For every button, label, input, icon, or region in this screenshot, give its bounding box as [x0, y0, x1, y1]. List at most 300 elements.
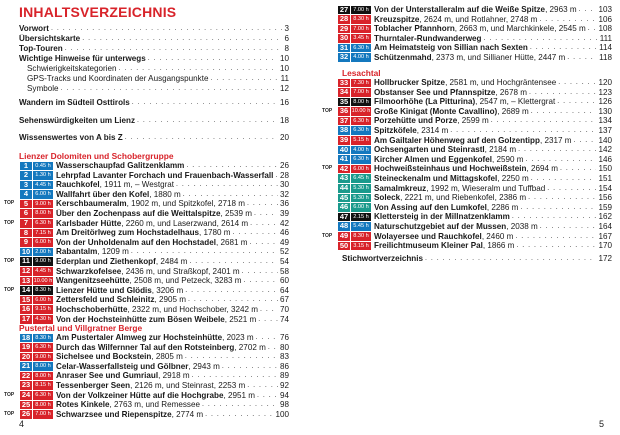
- tour-duration-badge: 7.15 h: [33, 229, 53, 238]
- tour-entry[interactable]: [322, 193, 612, 203]
- tour-page: 156: [598, 193, 612, 203]
- leader-dots: [82, 34, 282, 44]
- tour-title: Über den Zochenpass auf die Weittalspitze, 2539 m: [56, 208, 252, 218]
- toc-entry[interactable]: [19, 34, 289, 44]
- tour-title: Durch das Wilfernner Tal auf den Rotsteinberg, 2702 m: [56, 342, 266, 352]
- tour-page: 28: [279, 170, 289, 180]
- top-tour-badge: TOP: [4, 410, 15, 417]
- tour-number-badge: 37: [339, 116, 349, 125]
- tour-title: Rotes Kinkele, 2763 m, und Remessee: [56, 400, 200, 410]
- toc-entry-label: Wandern im Südteil Osttirols: [19, 98, 130, 107]
- tour-title: Kerschbaumeralm, 1902 m, und Spitzkofel, 2718 m: [56, 199, 245, 209]
- tour-duration-badge: 4.00 h: [351, 146, 371, 155]
- tour-entry[interactable]: [322, 107, 612, 117]
- leader-dots: [148, 54, 278, 64]
- toc-entry-label: Wichtige Hinweise für unterwegs: [19, 54, 146, 63]
- tour-number-badge: 35: [339, 97, 349, 106]
- tour-entry[interactable]: [322, 136, 612, 146]
- tour-duration-badge: 2.15 h: [351, 213, 371, 222]
- tour-list-pustertal-continued: [322, 5, 612, 63]
- leader-dots: [560, 164, 597, 174]
- tour-page: 26: [279, 161, 289, 170]
- tour-title: Von der Unholdenalm auf den Hochstadel, 2681 m: [56, 237, 248, 247]
- tour-number-badge: 31: [339, 43, 349, 52]
- leader-dots: [588, 24, 597, 34]
- leader-dots: [132, 98, 278, 108]
- toc-entry-label: GPS-Tracks und Koordinaten der Ausgangspunkte: [27, 74, 209, 83]
- leader-dots: [61, 84, 278, 94]
- toc-entry-page: 3: [284, 24, 289, 33]
- tour-page: 54: [279, 256, 289, 266]
- leader-dots: [512, 212, 597, 222]
- top-tour-badge: TOP: [322, 165, 333, 172]
- tour-number-badge: 45: [339, 193, 349, 202]
- tour-page: 162: [598, 212, 612, 222]
- tour-title: Kircher Almen und Eggenkofel, 2590 m: [374, 154, 524, 164]
- tour-entry[interactable]: [4, 247, 289, 257]
- tour-title: Thurntaler-Rundwanderweg: [374, 33, 482, 43]
- tour-duration-badge: 6.30 h: [33, 219, 53, 228]
- tour-entry[interactable]: [322, 232, 612, 242]
- tour-number-badge: 7: [20, 219, 32, 228]
- tour-number-badge: 17: [21, 314, 31, 323]
- leader-dots: [528, 193, 596, 203]
- tour-duration-badge: 7.00 h: [351, 88, 371, 97]
- leader-dots: [131, 247, 278, 257]
- tour-number-badge: 26: [21, 409, 31, 419]
- tour-entry[interactable]: [322, 88, 612, 98]
- leader-dots: [250, 219, 278, 229]
- leader-dots: [515, 232, 596, 242]
- toc-entry-page: 11: [280, 74, 289, 83]
- tour-title: Toblacher Pfannhorn, 2663 m, und Marchkinkele, 2545 m: [374, 24, 586, 34]
- tour-duration-badge: 8.00 h: [351, 98, 371, 107]
- tour-page: 159: [598, 202, 612, 212]
- tour-entry[interactable]: [322, 203, 612, 213]
- tour-number-badge: 14: [21, 285, 31, 295]
- tour-duration-badge: 6.00 h: [33, 238, 53, 247]
- tour-page: 167: [598, 231, 612, 241]
- tour-entry[interactable]: [4, 171, 289, 181]
- tour-duration-badge: 6.00 h: [351, 165, 371, 174]
- tour-page: 46: [279, 228, 289, 238]
- tour-title: Freilichtmuseum Kleiner Pal, 1866 m: [374, 241, 515, 251]
- leader-dots: [205, 410, 273, 420]
- tour-title: Sichelsee und Bockstein, 2805 m: [56, 352, 183, 362]
- leader-dots: [518, 145, 596, 155]
- tour-page: 103: [598, 5, 612, 14]
- tour-title: Ederplan und Ziethenkopf, 2484 m: [56, 256, 188, 266]
- tour-entry[interactable]: [322, 155, 612, 165]
- tour-title: Steineckenalm und Mittagskofel, 2250 m: [374, 173, 529, 183]
- top-tour-badge: TOP: [4, 286, 15, 293]
- right-page: [310, 0, 620, 435]
- tour-duration-badge: 10.00 h: [351, 108, 371, 115]
- tour-page: 32: [279, 189, 289, 199]
- tour-entry[interactable]: [322, 174, 612, 184]
- tour-duration-badge: 7.00 h: [33, 410, 53, 419]
- tour-entry[interactable]: [4, 219, 289, 229]
- toc-entry[interactable]: [19, 64, 289, 74]
- tour-title: Soleck, 2221 m, und Riebenkofel, 2386 m: [374, 193, 527, 203]
- leader-dots: [186, 161, 278, 171]
- tour-title: Lienzer Hütte und Glödis, 3206 m: [56, 285, 184, 295]
- tour-entry[interactable]: [322, 116, 612, 126]
- tour-title: Von der Unterstalleralm auf die Weiße Spitze, 2963 m: [374, 5, 577, 14]
- leader-dots: [260, 305, 278, 315]
- tour-number-badge: 50: [339, 241, 349, 250]
- tour-duration-badge: 4.00 h: [351, 53, 371, 62]
- leader-dots: [540, 222, 597, 232]
- tour-page: 170: [598, 241, 612, 251]
- tour-page: 137: [598, 125, 612, 135]
- tour-page: 150: [598, 164, 612, 174]
- tour-entry[interactable]: [4, 190, 289, 200]
- tour-list-pustertal: [4, 333, 289, 419]
- tour-entry[interactable]: [322, 184, 612, 194]
- tour-page: 120: [598, 78, 612, 87]
- leader-dots: [579, 5, 597, 15]
- tour-page: 106: [598, 14, 612, 24]
- tour-number-badge: 34: [339, 87, 349, 97]
- tour-duration-badge: 6.30 h: [33, 391, 53, 400]
- section-heading-pustertal: Pustertal und Villgratner Berge: [19, 323, 143, 333]
- toc-entry-label: Schwierigkeitskategorien: [27, 64, 117, 73]
- tour-duration-badge: 9.00 h: [33, 353, 53, 362]
- leader-dots: [520, 203, 596, 213]
- tour-title: Spitzköfele, 2314 m: [374, 125, 449, 135]
- tour-page: 146: [598, 154, 612, 164]
- tour-page: 76: [279, 333, 289, 342]
- tour-entry[interactable]: [322, 53, 612, 63]
- toc-entry-label: Sehenswürdigkeiten um Lienz: [19, 115, 136, 125]
- top-tour-badge: TOP: [322, 107, 333, 114]
- tour-entry[interactable]: [4, 209, 289, 219]
- tour-number-badge: 29: [339, 24, 349, 33]
- leader-dots: [222, 362, 278, 372]
- tour-title: Am Pustertaler Almweg zur Hochsteinhütte, 2023 m: [56, 333, 254, 342]
- tour-page: 126: [598, 97, 612, 107]
- tour-entry[interactable]: [322, 126, 612, 136]
- toc-entry-page: 16: [279, 98, 289, 107]
- top-tour-badge: TOP: [4, 257, 15, 264]
- toc-entry-page: 10: [279, 54, 289, 63]
- tour-title: Tessenberger Seen, 2126 m, und Steinrast, 2253 m: [56, 380, 246, 390]
- tour-entry[interactable]: [4, 343, 289, 353]
- tour-number-badge: 18: [21, 333, 31, 342]
- tour-number-badge: 28: [339, 14, 349, 24]
- tour-title: Naturschutzgebiet auf der Mussen, 2038 m: [374, 221, 538, 231]
- tour-duration-badge: 8.30 h: [33, 334, 53, 343]
- tour-entry[interactable]: [322, 212, 612, 222]
- tour-title: Am Dreitörlweg zum Hochstadelhaus, 1780 m: [56, 228, 231, 238]
- tour-page: 142: [598, 145, 612, 155]
- leader-dots: [268, 343, 278, 353]
- tour-title: Rauchkofel, 1911 m, – Westgrat: [56, 180, 175, 190]
- tour-duration-badge: 10.00 h: [33, 277, 53, 284]
- tour-title: Hochschoberhütte, 2322 m, und Hochschober, 3242 m: [56, 304, 258, 314]
- toc-general-list: [19, 24, 289, 94]
- tour-page: 36: [279, 199, 289, 209]
- tour-title: Karlsbader Hütte, 2260 m, und Laserzwand, 2614 m: [56, 218, 249, 228]
- leader-dots: [557, 97, 596, 107]
- tour-page: 134: [598, 116, 612, 126]
- leader-dots: [185, 286, 278, 296]
- tour-page: 70: [279, 304, 289, 314]
- tour-number-badge: 42: [339, 164, 349, 173]
- tour-duration-badge: 8.15 h: [33, 381, 53, 390]
- leader-dots: [539, 15, 596, 25]
- toc-entry[interactable]: [19, 24, 289, 34]
- tour-number-badge: 27: [339, 5, 349, 14]
- leader-dots: [233, 228, 278, 238]
- tour-entry[interactable]: [4, 228, 289, 238]
- section-heading-lesachtal: Lesachtal: [342, 68, 381, 78]
- tour-entry[interactable]: [322, 5, 612, 15]
- index-label: Stichwortverzeichnis: [342, 254, 423, 263]
- leader-dots: [247, 199, 278, 209]
- tour-duration-badge: 8.00 h: [33, 401, 53, 410]
- tour-number-badge: 47: [339, 212, 349, 221]
- tour-page: 118: [599, 52, 612, 62]
- tour-number-badge: 48: [339, 221, 349, 231]
- tour-list-lesachtal: [322, 78, 612, 251]
- index-entry[interactable]: [342, 254, 612, 264]
- tour-number-badge: 36: [339, 106, 349, 116]
- tour-page: 80: [279, 342, 289, 352]
- toc-entry-label: Top-Touren: [19, 44, 63, 53]
- tour-title: Lehrpfad Lavanter Forchach und Frauenbach-Wasserfall: [56, 170, 274, 180]
- tour-page: 108: [598, 24, 612, 34]
- toc-entry-label: Übersichtskarte: [19, 34, 81, 43]
- tour-entry[interactable]: [322, 24, 612, 34]
- tour-number-badge: 22: [21, 371, 31, 380]
- toc-entry[interactable]: [19, 84, 289, 94]
- tour-number-badge: 40: [339, 145, 349, 154]
- tour-entry[interactable]: [4, 238, 289, 248]
- tour-title: Anraser See und Gumriaul, 2918 m: [56, 371, 190, 381]
- tour-title: Klettersteig in der Millnatzenklamm: [374, 212, 510, 222]
- tour-number-badge: 41: [339, 154, 349, 164]
- tour-title: Schützenmahd, 2373 m, und Sillianer Hütte, 2447 m: [374, 52, 566, 62]
- tour-entry[interactable]: [4, 286, 289, 296]
- toc-chapters-list: [19, 98, 289, 151]
- tour-number-badge: 20: [21, 352, 31, 361]
- index-page: 172: [598, 254, 612, 263]
- tour-page: 140: [598, 135, 612, 145]
- toc-entry-page: 6: [284, 34, 289, 43]
- tour-page: 130: [598, 106, 612, 116]
- toc-entry[interactable]: [19, 54, 289, 64]
- tour-entry[interactable]: [4, 381, 289, 391]
- leader-dots: [51, 24, 283, 34]
- tour-entry[interactable]: [4, 371, 289, 381]
- leader-dots: [529, 88, 597, 98]
- section-heading-lienzer-dolomiten: Lienzer Dolomiten und Schobergruppe: [19, 151, 174, 161]
- tour-page: 39: [279, 208, 289, 218]
- leader-dots: [531, 174, 597, 184]
- top-tour-badge: TOP: [322, 232, 333, 239]
- tour-duration-badge: 6.30 h: [33, 343, 53, 352]
- tour-duration-badge: 4.45 h: [33, 267, 53, 276]
- tour-duration-badge: 5.45 h: [351, 222, 371, 231]
- tour-title: Wangenitzseehütte, 2508 m, und Petzeck, 3283 m: [56, 276, 242, 286]
- leader-dots: [530, 43, 597, 53]
- tour-entry[interactable]: [4, 410, 289, 420]
- tour-page: 111: [599, 33, 612, 43]
- tour-entry[interactable]: [322, 222, 612, 232]
- tour-duration-badge: 4.30 h: [33, 315, 53, 324]
- tour-page: 60: [279, 276, 289, 286]
- tour-number-badge: 15: [21, 295, 31, 304]
- leader-dots: [192, 371, 278, 381]
- top-tour-badge: TOP: [4, 219, 15, 226]
- tour-entry[interactable]: [322, 164, 612, 174]
- leader-dots: [547, 184, 596, 194]
- tour-duration-badge: 9.15 h: [33, 305, 53, 314]
- tour-duration-badge: 6.30 h: [351, 44, 371, 53]
- tour-title: Wasserschaupfad Galitzenklamm: [56, 161, 185, 170]
- tour-page: 83: [279, 352, 289, 362]
- tour-entry[interactable]: [322, 43, 612, 53]
- tour-duration-badge: 9.00 h: [33, 257, 53, 266]
- toc-entry[interactable]: [19, 74, 289, 84]
- tour-duration-badge: 0.45 h: [33, 162, 53, 171]
- leader-dots: [247, 381, 278, 391]
- leader-dots: [202, 400, 278, 410]
- tour-page: 74: [279, 314, 289, 324]
- tour-page: 98: [279, 400, 289, 410]
- tour-entry[interactable]: [4, 295, 289, 305]
- leader-dots: [176, 180, 278, 190]
- tour-duration-badge: 8.00 h: [33, 362, 53, 371]
- tour-duration-badge: 8.30 h: [351, 232, 371, 241]
- leader-dots: [483, 34, 597, 44]
- tour-number-badge: 44: [339, 183, 349, 193]
- tour-duration-badge: 3.15 h: [351, 242, 371, 251]
- toc-entry[interactable]: [19, 116, 289, 134]
- leader-dots: [558, 78, 596, 88]
- toc-entry[interactable]: [19, 133, 289, 151]
- tour-title: Kreuzspitze, 2624 m, und Rotlahner, 2748 m: [374, 14, 538, 24]
- leader-dots: [243, 276, 278, 286]
- tour-number-badge: 38: [339, 125, 349, 135]
- tour-number-badge: 25: [21, 400, 31, 409]
- toc-entry-page: 12: [279, 84, 289, 93]
- tour-number-badge: 11: [20, 257, 32, 266]
- toc-entry-label: Wissenswertes von A bis Z: [19, 133, 123, 142]
- tour-title: Wolayersee und Rauchkofel, 2460 m: [374, 231, 514, 241]
- tour-entry[interactable]: [322, 34, 612, 44]
- leader-dots: [525, 155, 596, 165]
- tour-entry[interactable]: [322, 97, 612, 107]
- tour-entry[interactable]: [322, 241, 612, 251]
- toc-entry[interactable]: [19, 98, 289, 116]
- tour-page: 151: [598, 173, 612, 183]
- tour-entry[interactable]: [322, 78, 612, 88]
- tour-page: 114: [599, 43, 612, 53]
- tour-number-badge: 30: [339, 33, 349, 43]
- tour-duration-badge: 7.00 h: [351, 25, 371, 34]
- tour-entry[interactable]: [4, 161, 289, 171]
- tour-number-badge: 4: [20, 190, 32, 199]
- toc-entry-page: 20: [279, 133, 289, 142]
- tour-title: Ochsengarten und Steinrastl, 2184 m: [374, 145, 517, 155]
- leader-dots: [275, 171, 278, 181]
- tour-entry[interactable]: [4, 180, 289, 190]
- tour-duration-badge: 8.30 h: [351, 15, 371, 24]
- tour-duration-badge: 8.00 h: [33, 209, 53, 218]
- tour-duration-badge: 6.30 h: [351, 155, 371, 164]
- tour-page: 92: [279, 380, 289, 390]
- top-tour-badge: TOP: [4, 200, 15, 207]
- tour-title: Zettersfeld und Schleinitz, 2905 m: [56, 295, 186, 305]
- toc-entry[interactable]: [19, 44, 289, 54]
- tour-page: 123: [598, 87, 612, 97]
- tour-number-badge: 46: [339, 202, 349, 212]
- leader-dots: [210, 74, 278, 84]
- tour-duration-badge: 8.30 h: [33, 286, 53, 295]
- tour-entry[interactable]: [4, 352, 289, 362]
- toc-entry-label: Symbole: [27, 84, 59, 93]
- tour-number-badge: 32: [339, 52, 349, 62]
- tour-number-badge: 39: [339, 135, 349, 145]
- tour-entry[interactable]: [4, 391, 289, 401]
- tour-page: 42: [279, 218, 289, 228]
- tour-number-badge: 19: [21, 342, 31, 352]
- tour-entry[interactable]: [4, 362, 289, 372]
- tour-page: 52: [279, 247, 289, 257]
- tour-duration-badge: 6.00 h: [33, 296, 53, 305]
- leader-dots: [531, 107, 597, 117]
- tour-entry[interactable]: [4, 276, 289, 286]
- leader-dots: [516, 241, 596, 251]
- tour-entry[interactable]: [4, 305, 289, 315]
- tour-page: 67: [279, 295, 289, 305]
- tour-entry[interactable]: [4, 400, 289, 410]
- tour-list-lienzer-dolomiten: [4, 161, 289, 324]
- tour-entry[interactable]: [4, 267, 289, 277]
- tour-title: Von der Hochsteinhütte zum Bösen Weibele, 2521 m: [56, 314, 257, 324]
- leader-dots: [137, 116, 278, 126]
- toc-entry-page: 10: [279, 64, 289, 73]
- tour-page: 164: [598, 221, 612, 231]
- tour-duration-badge: 6.30 h: [351, 126, 371, 135]
- tour-title: Am Gailtaler Höhenweg auf den Golzentipp, 2317 m: [374, 135, 572, 145]
- tour-title: Samalmkreuz, 1992 m, Wieseralm und Tuffbad: [374, 183, 546, 193]
- tour-entry[interactable]: [322, 145, 612, 155]
- tour-number-badge: 1: [20, 162, 32, 171]
- tour-number-badge: 3: [20, 181, 32, 190]
- toc-title: INHALTSVERZEICHNIS: [19, 4, 177, 20]
- tour-page: 94: [279, 390, 289, 400]
- tour-title: Obstanser See und Pfannspitze, 2678 m: [374, 87, 527, 97]
- tour-entry[interactable]: [322, 15, 612, 25]
- leader-dots: [125, 133, 278, 143]
- tour-number-badge: 21: [21, 361, 31, 371]
- tour-entry[interactable]: [4, 333, 289, 343]
- tour-number-badge: 2: [20, 171, 32, 180]
- tour-title: Hochweißsteinhaus und Hochweißstein, 2694 m: [374, 164, 558, 174]
- tour-page: 64: [279, 285, 289, 295]
- tour-number-badge: 10: [21, 247, 31, 256]
- tour-entry[interactable]: [4, 199, 289, 209]
- tour-page: 154: [598, 183, 612, 193]
- tour-title: Filmoorhöhe (La Pitturina), 2547 m, – Klettergrat: [374, 97, 556, 107]
- tour-number-badge: 23: [21, 380, 31, 390]
- tour-title: Große Kinigat (Monte Cavallino), 2689 m: [374, 106, 529, 116]
- tour-entry[interactable]: [4, 257, 289, 267]
